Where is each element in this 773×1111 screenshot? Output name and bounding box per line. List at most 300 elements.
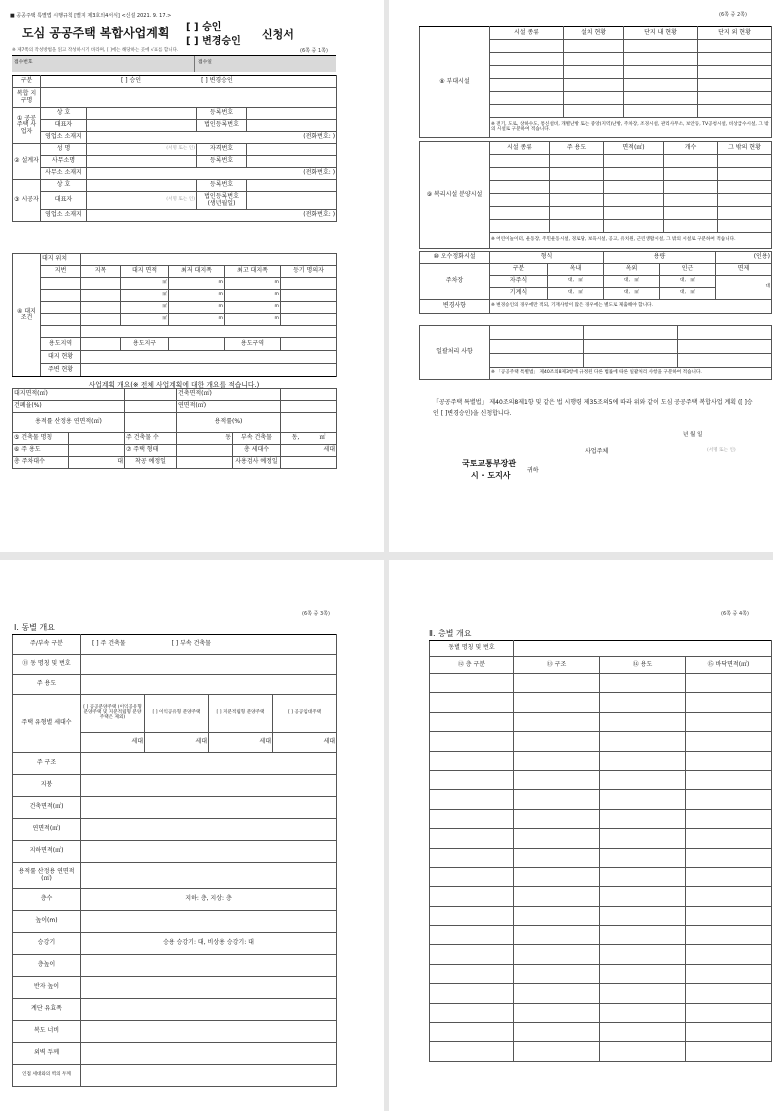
floor-cell[interactable] xyxy=(686,809,772,828)
unit-dae[interactable]: 대, xyxy=(568,278,574,284)
designer-sign[interactable]: (서명 또는 인) xyxy=(87,144,197,156)
floor-cell[interactable] xyxy=(600,848,686,867)
welfare-cell[interactable] xyxy=(664,220,718,233)
far-field[interactable] xyxy=(281,413,337,433)
floor-row xyxy=(430,906,772,925)
bulk-cell[interactable] xyxy=(678,326,772,340)
unit-dae[interactable]: 대, xyxy=(624,290,630,296)
district-field[interactable] xyxy=(169,338,225,351)
operator-name-field[interactable] xyxy=(87,108,197,120)
date-line[interactable]: 년 월 일 xyxy=(683,432,703,438)
category-cell[interactable] xyxy=(81,290,121,302)
bldg-area-field[interactable] xyxy=(281,389,337,401)
page-number: (6쪽 중 3쪽) xyxy=(302,611,330,617)
welfare-cell[interactable] xyxy=(490,181,550,194)
public-sale-checkbox[interactable]: [ ] 공공분양주택 (이익공유형 분양주택 및 지분적립형 분양주택은 제외) xyxy=(81,695,145,733)
max-unit[interactable]: m xyxy=(225,314,281,326)
floor-row xyxy=(430,712,772,731)
surroundings-field[interactable] xyxy=(81,364,337,377)
facility-cell[interactable] xyxy=(564,53,624,66)
floor-row xyxy=(430,770,772,789)
welfare-cell[interactable] xyxy=(718,181,772,194)
self-parking-label: 자주식 xyxy=(490,276,548,288)
welfare-cell[interactable] xyxy=(490,207,550,220)
floor-cell[interactable] xyxy=(430,790,514,809)
district-label: 용도지구 xyxy=(121,338,169,351)
bulk-cell[interactable] xyxy=(490,354,584,368)
col-category: 지목 xyxy=(81,266,121,278)
welfare-cell[interactable] xyxy=(490,220,550,233)
floor-cell[interactable] xyxy=(686,693,772,712)
owner-cell[interactable] xyxy=(281,278,337,290)
col-welfare-type: 시설 종류 xyxy=(490,142,550,155)
builder-tel[interactable]: (전화번호: ) xyxy=(87,210,337,222)
col-max-width: 최고 대지폭 xyxy=(225,266,281,278)
floor-cell[interactable] xyxy=(514,693,600,712)
bulk-cell[interactable] xyxy=(584,340,678,354)
welfare-cell[interactable] xyxy=(490,155,550,168)
floor-row xyxy=(430,848,772,867)
floor-cell[interactable] xyxy=(430,732,514,751)
category-cell[interactable] xyxy=(81,314,121,326)
welfare-cell[interactable] xyxy=(604,207,664,220)
floor-cell[interactable] xyxy=(514,887,600,906)
floor-cell[interactable] xyxy=(514,829,600,848)
facility-cell[interactable] xyxy=(564,105,624,118)
floor-height-field[interactable] xyxy=(81,955,337,977)
floor-cell[interactable] xyxy=(686,829,772,848)
approve-checkbox-title[interactable]: [ ] 승인 xyxy=(186,22,222,33)
form-title-tail: 신청서 xyxy=(262,28,294,41)
floor-cell[interactable] xyxy=(514,751,600,770)
inspect-date-field[interactable] xyxy=(281,457,337,469)
unit-m2[interactable]: ㎡ xyxy=(578,290,583,296)
floor-cell[interactable] xyxy=(514,770,600,789)
floor-cell[interactable] xyxy=(430,1023,514,1042)
floor-cell[interactable] xyxy=(600,1023,686,1042)
floor-cell[interactable] xyxy=(600,1042,686,1061)
bulk-cell[interactable] xyxy=(490,340,584,354)
adjacent-wall-label: 인접 세대와의 벽의 두께 xyxy=(13,1065,81,1087)
bulk-cell[interactable] xyxy=(584,354,678,368)
facility-cell[interactable] xyxy=(564,40,624,53)
floor-cell[interactable] xyxy=(686,1003,772,1022)
facility-note: ※ 전기, 도로, 상하수도, 통신설비, 개별난방 또는 중앙(지역)난방, 주차장, 조경시설, 관리사무소, 보안등, TV공청시설, 비상급수시설, 그 밖의 시설로 구분하여 적습니다. xyxy=(490,118,772,138)
operator-tel[interactable]: (전화번호: ) xyxy=(87,132,337,144)
floor-cell[interactable] xyxy=(600,867,686,886)
facility-cell[interactable] xyxy=(698,105,772,118)
facility-cell[interactable] xyxy=(490,40,564,53)
unit-dae[interactable]: 대, xyxy=(624,278,630,284)
parking-label: 주차장 xyxy=(420,264,490,300)
welfare-cell[interactable] xyxy=(718,220,772,233)
housing-type-field[interactable] xyxy=(177,445,233,457)
facility-cell[interactable] xyxy=(564,92,624,105)
facility-cell[interactable] xyxy=(564,79,624,92)
builder-rep-label: 대표자 xyxy=(41,192,87,210)
floor-cell[interactable] xyxy=(600,984,686,1003)
kind-change-checkbox[interactable]: [ ] 변경승인 xyxy=(201,77,233,85)
zone-field[interactable] xyxy=(81,338,121,351)
far-area-field[interactable] xyxy=(125,413,177,433)
floor-cell[interactable] xyxy=(600,712,686,731)
welfare-cell[interactable] xyxy=(550,194,604,207)
facility-cell[interactable] xyxy=(490,53,564,66)
category-cell[interactable] xyxy=(81,302,121,314)
floor-row xyxy=(430,732,772,751)
floor-cell[interactable] xyxy=(514,848,600,867)
floor-cell[interactable] xyxy=(430,1042,514,1061)
site-area-field[interactable] xyxy=(125,389,177,401)
structure-field[interactable] xyxy=(81,753,337,775)
floor-cell[interactable] xyxy=(514,945,600,964)
floor-area-field[interactable] xyxy=(81,819,337,841)
floor-cell[interactable] xyxy=(686,1023,772,1042)
owner-cell[interactable] xyxy=(281,302,337,314)
bulk-cell[interactable] xyxy=(490,326,584,340)
floor-rows-table xyxy=(429,673,772,1062)
aux-m2-unit[interactable]: ㎡ xyxy=(319,434,326,442)
coverage-field[interactable] xyxy=(125,401,177,413)
floor-cell[interactable] xyxy=(430,906,514,925)
operator-corp-label: 법인등록번호 xyxy=(197,120,247,132)
floor-cell[interactable] xyxy=(600,732,686,751)
welfare-cell[interactable] xyxy=(604,155,664,168)
floor-cell[interactable] xyxy=(430,887,514,906)
floor-cell[interactable] xyxy=(514,926,600,945)
lot-cell[interactable] xyxy=(41,302,81,314)
floor-cell[interactable] xyxy=(600,945,686,964)
unit-dae[interactable]: 대, xyxy=(680,278,686,284)
floor-cell[interactable] xyxy=(430,693,514,712)
floor-cell[interactable] xyxy=(686,1042,772,1061)
floor-cell[interactable] xyxy=(514,809,600,828)
col-min-width: 최저 대지폭 xyxy=(169,266,225,278)
dong-name-field[interactable] xyxy=(514,641,772,657)
designer-tel[interactable]: (전화번호: ) xyxy=(87,168,337,180)
area-unit[interactable]: ㎡ xyxy=(121,290,169,302)
floor-cell[interactable] xyxy=(686,848,772,867)
unit-dae[interactable]: 대, xyxy=(680,290,686,296)
max-unit[interactable]: m xyxy=(225,302,281,314)
welfare-cell[interactable] xyxy=(664,155,718,168)
profit-share-checkbox[interactable]: [ ] 이익공유형 분양주택 xyxy=(145,695,209,733)
floor-cell[interactable] xyxy=(430,984,514,1003)
welfare-cell[interactable] xyxy=(550,168,604,181)
floor-cell[interactable] xyxy=(430,945,514,964)
floor-cell[interactable] xyxy=(514,790,600,809)
bldg-area-label: 건축면적(㎡) xyxy=(13,797,81,819)
floor-cell[interactable] xyxy=(686,945,772,964)
owner-cell[interactable] xyxy=(281,290,337,302)
welfare-cell[interactable] xyxy=(550,207,604,220)
sewage-unit[interactable]: (인용) xyxy=(716,252,772,264)
hh-field[interactable]: 세대 xyxy=(81,733,145,753)
floor-cell[interactable] xyxy=(686,964,772,983)
floor-cell[interactable] xyxy=(514,964,600,983)
floor-cell[interactable] xyxy=(514,674,600,693)
welfare-cell[interactable] xyxy=(604,181,664,194)
bulk-note: ※ 「공공주택 특별법」 제40조의8제3항에 규정된 다른 법률에 따른 일괄처리 사항을 구분하여 적습니다. xyxy=(490,368,772,380)
floor-cell[interactable] xyxy=(686,674,772,693)
builder-name-field[interactable] xyxy=(87,180,197,192)
floor-cell[interactable] xyxy=(514,867,600,886)
recipient-tail: 귀하 xyxy=(527,467,539,474)
min-unit[interactable]: m xyxy=(169,278,225,290)
min-unit[interactable]: m xyxy=(169,302,225,314)
designer-reg-field[interactable] xyxy=(247,156,337,168)
instruction-note: ※ 제7쪽의 작성방법을 읽고 작성하시기 바라며, [ ]에는 해당하는 곳에 √표를 합니다. xyxy=(12,48,179,53)
facility-cell[interactable] xyxy=(490,92,564,105)
floor-cell[interactable] xyxy=(600,770,686,789)
welfare-cell[interactable] xyxy=(664,207,718,220)
stair-width-field[interactable] xyxy=(81,999,337,1021)
facility-cell[interactable] xyxy=(698,66,772,79)
floor-cell[interactable] xyxy=(430,712,514,731)
site-location-label: 대지 위치 xyxy=(41,254,81,266)
builder-corp-field[interactable] xyxy=(247,192,337,210)
unit-dae[interactable]: 대, xyxy=(568,290,574,296)
area-unit[interactable]: ㎡ xyxy=(121,302,169,314)
unit-m2[interactable]: ㎡ xyxy=(578,278,583,284)
floor-cell[interactable] xyxy=(514,732,600,751)
ceiling-height-field[interactable] xyxy=(81,977,337,999)
floor-cell[interactable] xyxy=(430,751,514,770)
floor-cell[interactable] xyxy=(430,867,514,886)
hh-field[interactable]: 세대 xyxy=(273,733,337,753)
welfare-cell[interactable] xyxy=(664,181,718,194)
wall-thickness-field[interactable] xyxy=(81,1043,337,1065)
floor-cell[interactable] xyxy=(600,887,686,906)
lot-cell[interactable] xyxy=(41,278,81,290)
storeys-field[interactable]: 지하: 층, 지상: 층 xyxy=(81,889,337,911)
floor-cell[interactable] xyxy=(686,887,772,906)
designer-office-field[interactable] xyxy=(87,156,197,168)
adjacent-wall-field[interactable] xyxy=(81,1065,337,1087)
main-use-field[interactable] xyxy=(69,445,125,457)
underground-area-field[interactable] xyxy=(81,841,337,863)
operator-reg-field[interactable] xyxy=(247,108,337,120)
welfare-note: ※ 어린이놀이터, 운동장, 주민운동시설, 경로당, 보육시설, 공고, 유치원, 근린생활시설, 그 밖의 시설로 구분하여 적습니다. xyxy=(490,233,772,249)
floor-cell[interactable] xyxy=(686,751,772,770)
floor-cell[interactable] xyxy=(600,674,686,693)
floor-cell[interactable] xyxy=(430,1003,514,1022)
exempt-unit[interactable]: 대 xyxy=(716,276,772,300)
col-nearby: 인근 xyxy=(660,264,716,276)
change-approve-checkbox-title[interactable]: [ ] 변경승인 xyxy=(186,36,241,47)
floor-cell[interactable] xyxy=(600,693,686,712)
floor-cell[interactable] xyxy=(430,829,514,848)
hh-field[interactable]: 세대 xyxy=(209,733,273,753)
lot-cell[interactable] xyxy=(41,314,81,326)
page-number: (6쪽 중 2쪽) xyxy=(719,12,747,18)
max-unit[interactable]: m xyxy=(225,278,281,290)
floor-cell[interactable] xyxy=(600,1003,686,1022)
floor-cell[interactable] xyxy=(600,829,686,848)
floor-cell[interactable] xyxy=(430,809,514,828)
welfare-cell[interactable] xyxy=(550,155,604,168)
facility-cell[interactable] xyxy=(624,105,698,118)
elevator-field[interactable]: 승용 승강기: 대, 비상용 승강기: 대 xyxy=(81,933,337,955)
welfare-cell[interactable] xyxy=(604,168,664,181)
floor-cell[interactable] xyxy=(430,848,514,867)
floor-cell[interactable] xyxy=(600,964,686,983)
equity-accum-checkbox[interactable]: [ ] 지분적립형 분양주택 xyxy=(209,695,273,733)
parking-total-field[interactable]: 대 xyxy=(69,457,125,469)
operator-rep-field[interactable] xyxy=(87,120,197,132)
min-unit[interactable]: m xyxy=(169,290,225,302)
floor-cell[interactable] xyxy=(514,984,600,1003)
floor-cell[interactable] xyxy=(686,712,772,731)
facility-cell[interactable] xyxy=(624,53,698,66)
public-rental-checkbox[interactable]: [ ] 공공임대주택 xyxy=(273,695,337,733)
hh-field[interactable]: 세대 xyxy=(145,733,209,753)
bulk-cell[interactable] xyxy=(584,326,678,340)
builder-corp-label: 법인등록번호 xyxy=(204,193,239,201)
dong-name-label: 동별 명칭 및 번호 xyxy=(430,641,514,657)
floor-cell[interactable] xyxy=(430,674,514,693)
form-title: 도심 공공주택 복합사업계획 xyxy=(22,26,170,40)
builder-reg-field[interactable] xyxy=(247,180,337,192)
corridor-width-field[interactable] xyxy=(81,1021,337,1043)
dong-name-label: ⑪ 동 명칭 및 번호 xyxy=(13,655,81,675)
floor-cell[interactable] xyxy=(430,926,514,945)
facility-cell[interactable] xyxy=(624,40,698,53)
floor-cell[interactable] xyxy=(686,926,772,945)
floor-row xyxy=(430,887,772,906)
sewage-capacity-label: 용량 xyxy=(604,252,716,264)
facility-cell[interactable] xyxy=(624,79,698,92)
welfare-cell[interactable] xyxy=(550,181,604,194)
applicant-sign[interactable]: (서명 또는 인) xyxy=(707,448,736,453)
corridor-width-label: 복도 너비 xyxy=(13,1021,81,1043)
area-unit[interactable]: ㎡ xyxy=(121,314,169,326)
max-unit[interactable]: m xyxy=(225,290,281,302)
designer-qual-field[interactable] xyxy=(247,144,337,156)
builder-sign[interactable]: (서명 또는 인) xyxy=(87,192,197,210)
households-field[interactable]: 세대 xyxy=(281,445,337,457)
district-name-field[interactable] xyxy=(41,88,337,108)
floor-cell[interactable] xyxy=(686,867,772,886)
facility-cell[interactable] xyxy=(698,92,772,105)
category-cell[interactable] xyxy=(81,278,121,290)
housing-type-label: 주택 유형별 세대수 xyxy=(13,695,81,753)
page-number: (6쪽 중 1쪽) xyxy=(300,48,328,54)
receipt-number-label: 접수번호 xyxy=(14,60,33,65)
welfare-cell[interactable] xyxy=(718,168,772,181)
building-overview-table xyxy=(12,634,337,1087)
designer-office-label: 사무소명 xyxy=(41,156,87,168)
facility-cell[interactable] xyxy=(564,66,624,79)
unit-m2[interactable]: ㎡ xyxy=(634,278,639,284)
facility-cell[interactable] xyxy=(490,66,564,79)
facility-cell[interactable] xyxy=(490,79,564,92)
roof-field[interactable] xyxy=(81,775,337,797)
bldg-area-field[interactable] xyxy=(81,797,337,819)
dong-name-field[interactable] xyxy=(81,655,337,675)
facility-cell[interactable] xyxy=(698,53,772,66)
min-unit[interactable]: m xyxy=(169,314,225,326)
area-field[interactable] xyxy=(281,338,337,351)
unit-m2[interactable]: ㎡ xyxy=(690,278,695,284)
floor-cell[interactable] xyxy=(600,790,686,809)
floor-cell[interactable] xyxy=(600,906,686,925)
facility-cell[interactable] xyxy=(698,79,772,92)
bldg-name-field[interactable] xyxy=(69,433,125,445)
floor-cell[interactable] xyxy=(600,926,686,945)
welfare-cell[interactable] xyxy=(718,155,772,168)
area-label: 용도구역 xyxy=(225,338,281,351)
floor-cell[interactable] xyxy=(686,770,772,789)
height-field[interactable] xyxy=(81,911,337,933)
floor-cell[interactable] xyxy=(514,906,600,925)
floor-cell[interactable] xyxy=(514,712,600,731)
floor-cell[interactable] xyxy=(686,790,772,809)
floor-cell[interactable] xyxy=(600,751,686,770)
aux-dong-unit[interactable]: 동, xyxy=(291,434,300,442)
floor-cell[interactable] xyxy=(514,1003,600,1022)
facility-cell[interactable] xyxy=(624,92,698,105)
welfare-cell[interactable] xyxy=(490,168,550,181)
lot-cell[interactable] xyxy=(41,290,81,302)
floor-cell[interactable] xyxy=(514,1023,600,1042)
floor-cell[interactable] xyxy=(686,984,772,1003)
floor-cell[interactable] xyxy=(686,732,772,751)
site-location-field[interactable] xyxy=(81,254,337,266)
floor-cell[interactable] xyxy=(686,906,772,925)
operator-corp-field[interactable] xyxy=(247,120,337,132)
changes-note[interactable]: ※ 변경승인의 경우에만 적되, 기재사항이 많은 경우에는 별도로 제출해야 합니다. xyxy=(490,300,772,314)
far-area-field[interactable] xyxy=(81,863,337,889)
welfare-cell[interactable] xyxy=(664,194,718,207)
far-area-label: 용적률 산정용 연면적(㎡) xyxy=(13,413,125,433)
kind-approve-checkbox[interactable]: [ ] 승인 xyxy=(121,77,142,85)
floor-cell[interactable] xyxy=(514,1042,600,1061)
facility-cell[interactable] xyxy=(490,105,564,118)
sewage-label: ⑩ 오수정화시설 xyxy=(420,252,490,264)
site-status-field[interactable] xyxy=(81,351,337,364)
welfare-cell[interactable] xyxy=(490,194,550,207)
col-floor-area: ⑮ 바닥면적(㎡) xyxy=(686,657,772,674)
welfare-cell[interactable] xyxy=(550,220,604,233)
welfare-cell[interactable] xyxy=(604,194,664,207)
unit-m2[interactable]: ㎡ xyxy=(634,290,639,296)
welfare-cell[interactable] xyxy=(604,220,664,233)
welfare-cell[interactable] xyxy=(664,168,718,181)
main-use-field[interactable] xyxy=(81,675,337,695)
bulk-cell[interactable] xyxy=(678,354,772,368)
main-count-field[interactable]: 동 xyxy=(177,433,233,445)
facility-cell[interactable] xyxy=(624,66,698,79)
floor-cell[interactable] xyxy=(430,770,514,789)
bulk-cell[interactable] xyxy=(678,340,772,354)
owner-cell[interactable] xyxy=(281,314,337,326)
kind-label: 구분 xyxy=(13,76,41,88)
welfare-cell[interactable] xyxy=(718,207,772,220)
aux-bldg-checkbox[interactable]: [ ] 부속 건축물 xyxy=(171,640,211,648)
main-bldg-checkbox[interactable]: [ ] 주 건축물 xyxy=(92,640,126,648)
floor-cell[interactable] xyxy=(430,964,514,983)
unit-m2[interactable]: ㎡ xyxy=(690,290,695,296)
main-count-label: 주 건축물 수 xyxy=(125,433,177,445)
welfare-cell[interactable] xyxy=(718,194,772,207)
area-unit[interactable]: ㎡ xyxy=(121,278,169,290)
sewage-type-label: 형식 xyxy=(490,252,604,264)
facility-cell[interactable] xyxy=(698,40,772,53)
floor-cell[interactable] xyxy=(600,809,686,828)
floor-area-field[interactable] xyxy=(281,401,337,413)
start-date-field[interactable] xyxy=(177,457,233,469)
